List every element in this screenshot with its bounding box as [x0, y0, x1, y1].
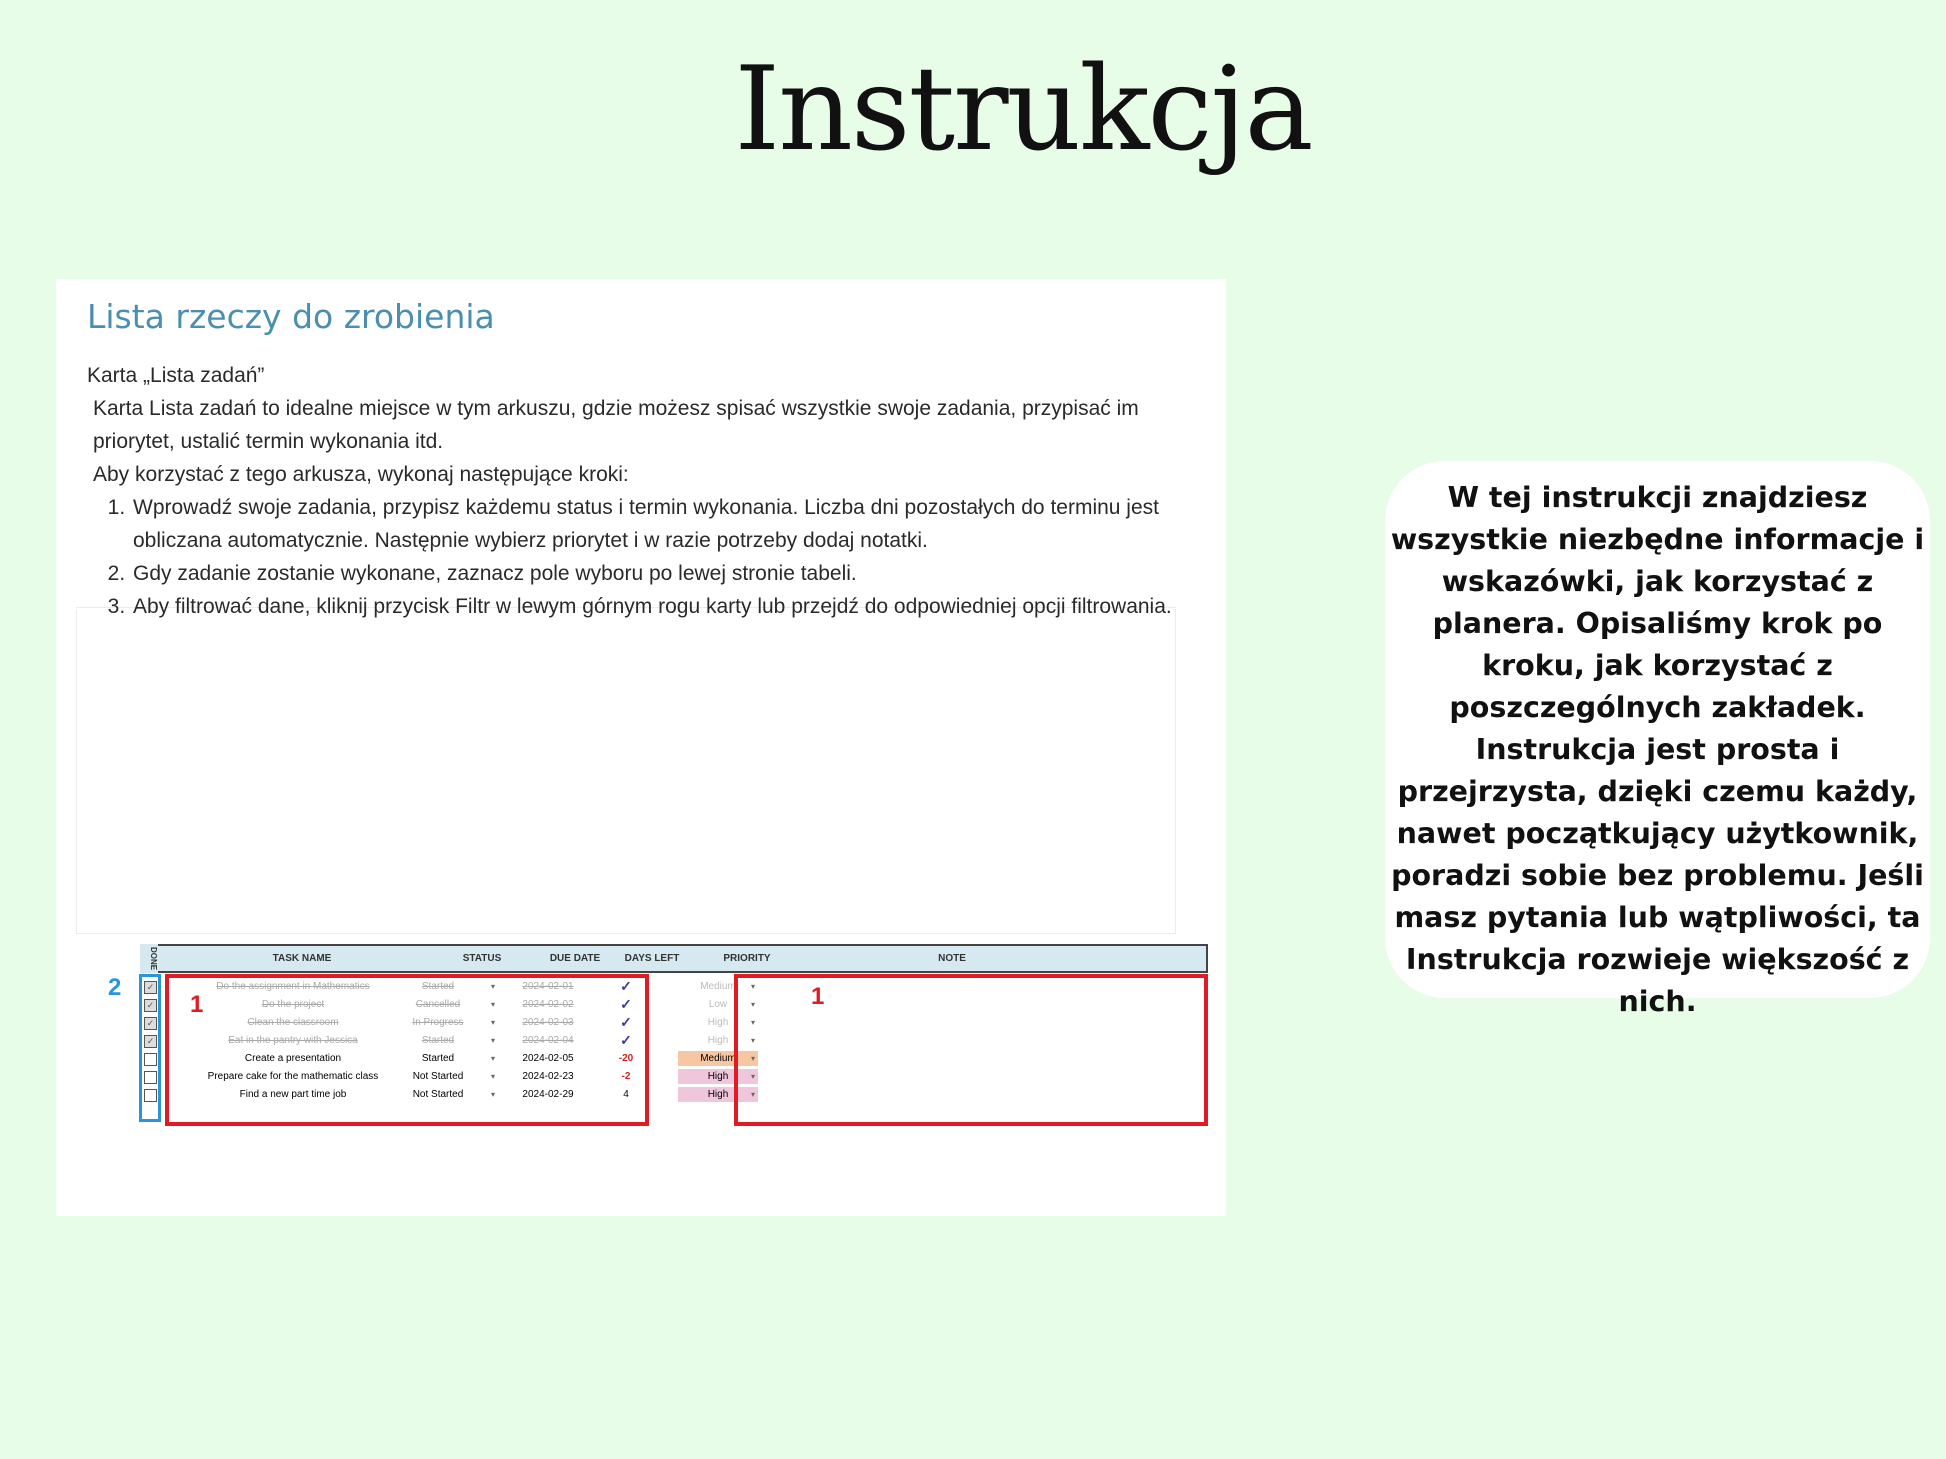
done-checkbox[interactable]: ✓: [144, 981, 157, 994]
header-note: NOTE: [938, 953, 966, 964]
marker-2: 2: [108, 974, 122, 1001]
status-dropdown-chevron-icon[interactable]: ▾: [491, 1018, 496, 1027]
header-task: TASK NAME: [272, 953, 332, 964]
step-item: 3. Aby filtrować dane, kliknij przycisk Filtr w lewym górnym rogu karty lub przejdź do odpowiedniej opcji filtrowania.: [131, 590, 1197, 623]
cell-task: Clean the classroom: [247, 1017, 339, 1028]
cell-priority[interactable]: Low: [708, 999, 728, 1010]
cell-priority[interactable]: Medium: [700, 981, 736, 992]
steps-intro: Aby korzystać z tego arkusza, wykonaj następujące kroki:: [93, 463, 629, 486]
header-done: DONE: [140, 944, 158, 973]
header-priority: PRIORITY: [723, 953, 771, 964]
grid-line: [76, 609, 77, 934]
marker-1-left: 1: [190, 991, 204, 1018]
input-area-highlight: [165, 974, 649, 1126]
cell-due: 2024-02-01: [522, 981, 574, 992]
cell-priority[interactable]: High: [707, 1035, 729, 1046]
cell-due: 2024-02-02: [522, 999, 574, 1010]
status-dropdown-chevron-icon[interactable]: ▾: [491, 1000, 496, 1009]
step-item: 2. Gdy zadanie zostanie wykonane, zaznacz pole wyboru po lewej stronie tabeli.: [131, 557, 1197, 590]
status-dropdown-chevron-icon[interactable]: ▾: [491, 982, 496, 991]
cell-priority[interactable]: High: [707, 1017, 729, 1028]
status-dropdown-chevron-icon[interactable]: ▾: [491, 1090, 496, 1099]
task-table-preview: [98, 942, 1220, 1132]
cell-priority[interactable]: High: [678, 1087, 758, 1102]
checkbox-highlight: [139, 974, 161, 1122]
cell-status[interactable]: Not Started: [412, 1089, 464, 1100]
cell-days: 4: [623, 1089, 629, 1100]
status-dropdown-chevron-icon[interactable]: ▾: [491, 1036, 496, 1045]
status-dropdown-chevron-icon[interactable]: ▾: [491, 1072, 496, 1081]
marker-1-right: 1: [811, 983, 825, 1010]
header-days: DAYS LEFT: [624, 953, 680, 964]
grid-line: [1175, 609, 1176, 934]
cell-task: Prepare cake for the mathematic class: [207, 1071, 379, 1082]
header-status: STATUS: [462, 953, 502, 964]
header-due: DUE DATE: [549, 953, 601, 964]
priority-dropdown-chevron-icon[interactable]: ▾: [751, 1090, 756, 1099]
priority-dropdown-chevron-icon[interactable]: ▾: [751, 1018, 756, 1027]
page-title: Instrukcja: [734, 42, 1312, 177]
cell-days: -20: [618, 1053, 634, 1064]
done-checkbox[interactable]: ✓: [144, 1017, 157, 1030]
status-dropdown-chevron-icon[interactable]: ▾: [491, 1054, 496, 1063]
cell-days: -2: [621, 1071, 631, 1082]
cell-due: 2024-02-29: [522, 1089, 574, 1100]
cell-task: Eat in the pantry with Jessica: [228, 1035, 358, 1046]
cell-priority[interactable]: High: [678, 1069, 758, 1084]
done-checkbox[interactable]: ✓: [144, 999, 157, 1012]
info-text: W tej instrukcji znajdziesz wszystkie niezbędne informacje i wskazówki, jak korzystać z planera. Opisaliśmy krok po kroku, jak korzystać z poszczególnych zakładek. Instrukcja jest prosta i przejrzysta, dzięki czemu każdy, nawet początkujący użytkownik, poradzi sobie bez problemu. Jeśli masz pytania lub wątpliwości, ta Instrukcja rozwieje większość z nich.: [1390, 481, 1925, 1018]
cell-days: ✓: [620, 1032, 632, 1048]
instruction-screenshot: [56, 279, 1226, 1216]
cell-task: Do the project: [261, 999, 325, 1010]
info-card: [1385, 461, 1930, 1018]
grid-line: [76, 933, 1176, 934]
cell-days: ✓: [620, 1014, 632, 1030]
cell-days: ✓: [620, 996, 632, 1012]
table-header: [140, 944, 1208, 973]
sheet-heading: Lista rzeczy do zrobienia: [87, 297, 495, 336]
intro-text: Karta Lista zadań to idealne miejsce w tym arkuszu, gdzie możesz spisać wszystkie swoje zadania, przypisać im priorytet, ustalić termin wykonania itd.: [93, 397, 1139, 453]
priority-note-highlight: [734, 974, 1208, 1126]
cell-due: 2024-02-04: [522, 1035, 574, 1046]
cell-status[interactable]: Started: [421, 1053, 455, 1064]
priority-dropdown-chevron-icon[interactable]: ▾: [751, 1054, 756, 1063]
cell-task: Do the assignment in Mathematics: [216, 981, 370, 992]
priority-dropdown-chevron-icon[interactable]: ▾: [751, 1036, 756, 1045]
cell-due: 2024-02-05: [522, 1053, 574, 1064]
instruction-body: [87, 359, 1197, 623]
steps-list: [87, 491, 1197, 623]
card-title: Karta „Lista zadań”: [87, 364, 265, 387]
cell-due: 2024-02-03: [522, 1017, 574, 1028]
priority-dropdown-chevron-icon[interactable]: ▾: [751, 1000, 756, 1009]
cell-due: 2024-02-23: [522, 1071, 574, 1082]
cell-status[interactable]: Started: [421, 981, 455, 992]
cell-task: Find a new part time job: [239, 1089, 347, 1100]
priority-dropdown-chevron-icon[interactable]: ▾: [751, 1072, 756, 1081]
cell-days: ✓: [620, 978, 632, 994]
cell-status[interactable]: In Progress: [412, 1017, 464, 1028]
cell-priority[interactable]: Medium: [678, 1051, 758, 1066]
cell-status[interactable]: Cancelled: [415, 999, 461, 1010]
priority-dropdown-chevron-icon[interactable]: ▾: [751, 982, 756, 991]
done-checkbox[interactable]: ✓: [144, 1035, 157, 1048]
step-item: 1. Wprowadź swoje zadania, przypisz każdemu status i termin wykonania. Liczba dni pozostałych do terminu jest obliczana automatycznie. Następnie wybierz priorytet i w razie potrzeby dodaj notatki.: [131, 491, 1197, 557]
cell-status[interactable]: Started: [421, 1035, 455, 1046]
cell-status[interactable]: Not Started: [412, 1071, 464, 1082]
cell-task: Create a presentation: [244, 1053, 342, 1064]
